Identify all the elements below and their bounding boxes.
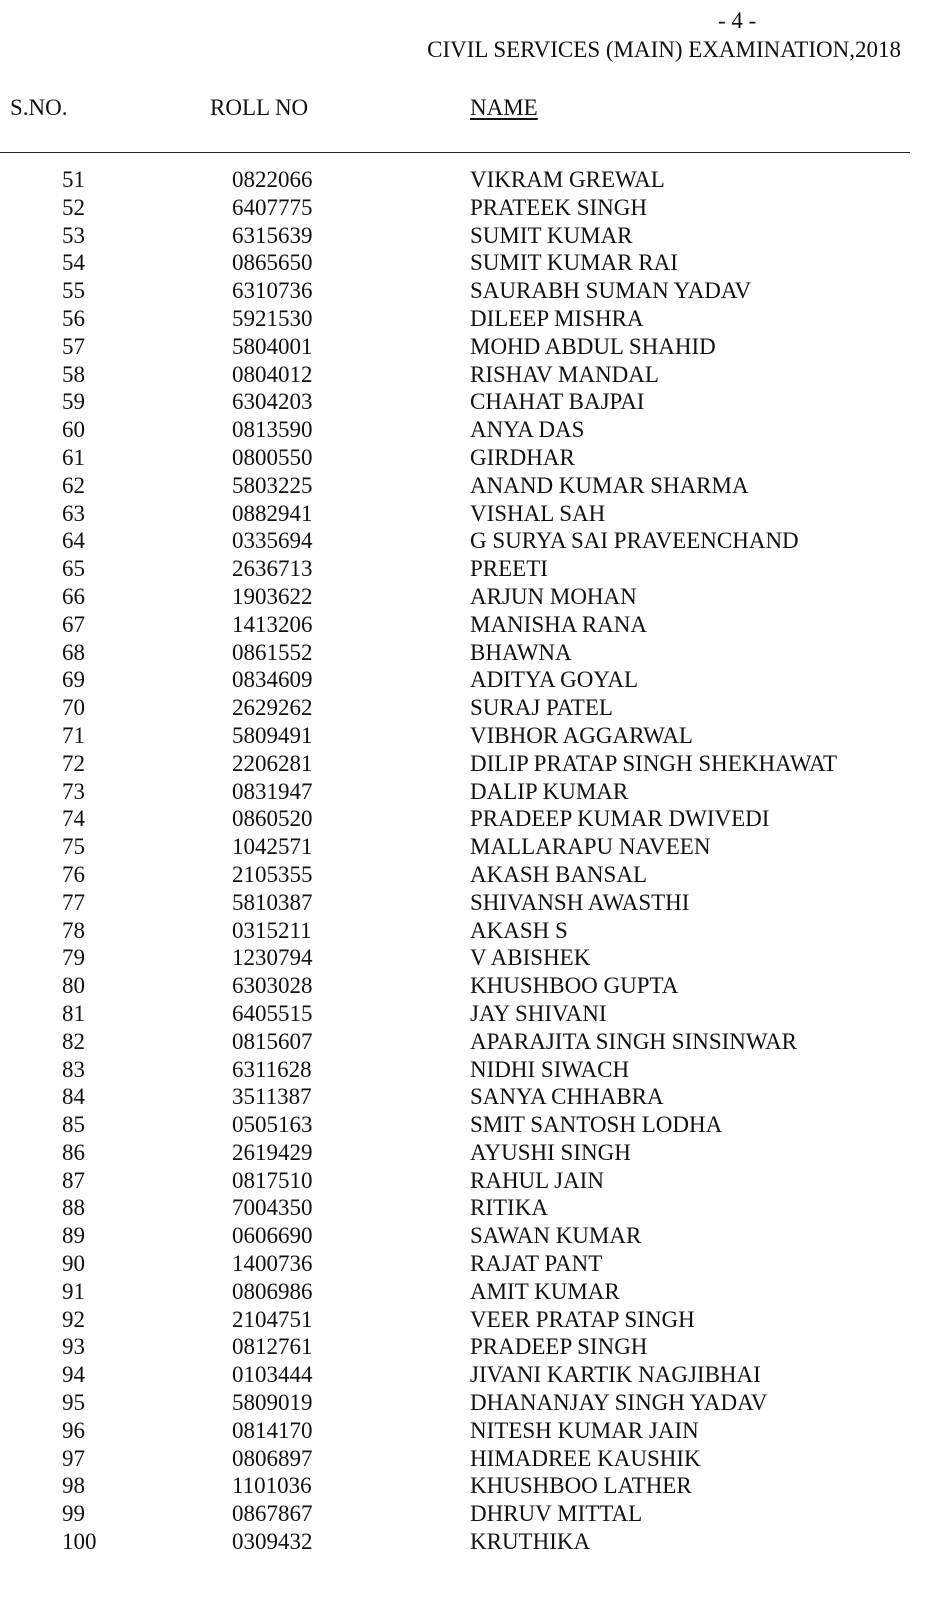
- serial-number: 59: [62, 389, 85, 415]
- serial-number: 96: [62, 1417, 85, 1443]
- serial-number: 73: [62, 778, 85, 804]
- table-row: [0, 249, 931, 277]
- candidate-name: RISHAV MANDAL: [470, 361, 659, 387]
- roll-number: 0867867: [232, 1501, 313, 1527]
- table-row: [0, 555, 931, 583]
- table-row: [0, 277, 931, 305]
- candidate-name: JAY SHIVANI: [470, 1000, 607, 1026]
- roll-number: 0606690: [232, 1223, 313, 1249]
- roll-number: 6310736: [232, 278, 313, 304]
- table-row: [0, 1028, 931, 1056]
- column-header-sno: S.NO.: [10, 95, 68, 120]
- candidate-name: SUMIT KUMAR RAI: [470, 250, 678, 276]
- candidate-name: SHIVANSH AWASTHI: [470, 889, 690, 915]
- roll-number: 5921530: [232, 305, 313, 331]
- roll-number: 2619429: [232, 1139, 313, 1165]
- candidate-name: PRATEEK SINGH: [470, 194, 647, 220]
- serial-number: 71: [62, 722, 85, 748]
- table-row: [0, 166, 931, 194]
- roll-number: 1413206: [232, 611, 313, 637]
- candidate-name: SUMIT KUMAR: [470, 222, 633, 248]
- roll-number: 0335694: [232, 528, 313, 554]
- serial-number: 79: [62, 945, 85, 971]
- table-row: [0, 1361, 931, 1389]
- roll-number: 0834609: [232, 667, 313, 693]
- candidate-name: G SURYA SAI PRAVEENCHAND: [470, 528, 799, 554]
- serial-number: 91: [62, 1278, 85, 1304]
- candidate-name: DALIP KUMAR: [470, 778, 629, 804]
- roll-number: 0309432: [232, 1529, 313, 1555]
- serial-number: 64: [62, 528, 85, 554]
- serial-number: 74: [62, 806, 85, 832]
- roll-number: 2636713: [232, 556, 313, 582]
- table-row: [0, 1056, 931, 1084]
- roll-number: 0865650: [232, 250, 313, 276]
- serial-number: 100: [62, 1529, 97, 1555]
- table-row: [0, 750, 931, 778]
- column-header-name: NAME: [470, 95, 538, 120]
- candidate-name: RITIKA: [470, 1195, 548, 1221]
- candidate-name: PREETI: [470, 556, 548, 582]
- candidate-name: VIBHOR AGGARWAL: [470, 722, 693, 748]
- table-row: [0, 805, 931, 833]
- serial-number: 78: [62, 917, 85, 943]
- roll-number: 0882941: [232, 500, 313, 526]
- candidate-name: HIMADREE KAUSHIK: [470, 1445, 701, 1471]
- candidate-name: BHAWNA: [470, 639, 572, 665]
- serial-number: 99: [62, 1501, 85, 1527]
- candidate-name: DILEEP MISHRA: [470, 305, 644, 331]
- table-row: [0, 527, 931, 555]
- table-row: [0, 639, 931, 667]
- table-row: [0, 833, 931, 861]
- candidate-name: APARAJITA SINGH SINSINWAR: [470, 1028, 798, 1054]
- candidate-name: VEER PRATAP SINGH: [470, 1306, 695, 1332]
- table-row: [0, 611, 931, 639]
- candidate-name: DHRUV MITTAL: [470, 1501, 643, 1527]
- table-row: [0, 917, 931, 945]
- candidate-name: AMIT KUMAR: [470, 1278, 620, 1304]
- candidate-name: MANISHA RANA: [470, 611, 647, 637]
- table-row: [0, 1333, 931, 1361]
- table-row: [0, 1417, 931, 1445]
- roll-number: 0822066: [232, 167, 313, 192]
- table-row: [0, 1500, 931, 1528]
- roll-number: 6303028: [232, 973, 313, 999]
- serial-number: 63: [62, 500, 85, 526]
- roll-number: 0804012: [232, 361, 313, 387]
- roll-number: 0800550: [232, 444, 313, 470]
- candidate-name: SAWAN KUMAR: [470, 1223, 642, 1249]
- serial-number: 57: [62, 333, 85, 359]
- serial-number: 60: [62, 417, 85, 443]
- serial-number: 93: [62, 1334, 85, 1360]
- results-list: [0, 166, 931, 1556]
- table-row: [0, 222, 931, 250]
- serial-number: 62: [62, 472, 85, 498]
- roll-number: 0505163: [232, 1112, 313, 1138]
- serial-number: 80: [62, 973, 85, 999]
- roll-number: 0806986: [232, 1278, 313, 1304]
- table-row: [0, 1111, 931, 1139]
- roll-number: 0812761: [232, 1334, 313, 1360]
- serial-number: 95: [62, 1390, 85, 1416]
- table-row: [0, 305, 931, 333]
- candidate-name: NIDHI SIWACH: [470, 1056, 630, 1082]
- table-row: [0, 1250, 931, 1278]
- serial-number: 84: [62, 1084, 85, 1110]
- roll-number: 6407775: [232, 194, 313, 220]
- roll-number: 0806897: [232, 1445, 313, 1471]
- roll-number: 0814170: [232, 1417, 313, 1443]
- roll-number: 7004350: [232, 1195, 313, 1221]
- candidate-name: KHUSHBOO GUPTA: [470, 973, 679, 999]
- table-row: [0, 722, 931, 750]
- candidate-name: CHAHAT BAJPAI: [470, 389, 645, 415]
- table-row: [0, 583, 931, 611]
- serial-number: 98: [62, 1473, 85, 1499]
- serial-number: 83: [62, 1056, 85, 1082]
- serial-number: 81: [62, 1000, 85, 1026]
- roll-number: 1042571: [232, 834, 313, 860]
- roll-number: 6304203: [232, 389, 313, 415]
- serial-number: 88: [62, 1195, 85, 1221]
- table-row: [0, 1083, 931, 1111]
- table-row: [0, 333, 931, 361]
- serial-number: 94: [62, 1362, 85, 1388]
- serial-number: 92: [62, 1306, 85, 1332]
- candidate-name: KHUSHBOO LATHER: [470, 1473, 692, 1499]
- roll-number: 0103444: [232, 1362, 313, 1388]
- roll-number: 1400736: [232, 1251, 313, 1277]
- table-row: [0, 1306, 931, 1334]
- candidate-name: PRADEEP SINGH: [470, 1334, 648, 1360]
- table-row: [0, 194, 931, 222]
- roll-number: 6405515: [232, 1000, 313, 1026]
- table-row: [0, 472, 931, 500]
- table-row: [0, 388, 931, 416]
- roll-number: 2206281: [232, 750, 313, 776]
- roll-number: 0861552: [232, 639, 313, 665]
- candidate-name: PRADEEP KUMAR DWIVEDI: [470, 806, 770, 832]
- roll-number: 5810387: [232, 889, 313, 915]
- roll-number: 0315211: [232, 917, 312, 943]
- candidate-name: VIKRAM GREWAL: [470, 167, 665, 192]
- table-row: [0, 694, 931, 722]
- candidate-name: ANAND KUMAR SHARMA: [470, 472, 749, 498]
- serial-number: 61: [62, 444, 85, 470]
- candidate-name: AKASH S: [470, 917, 568, 943]
- candidate-name: V ABISHEK: [470, 945, 591, 971]
- table-row: [0, 1139, 931, 1167]
- candidate-name: ADITYA GOYAL: [470, 667, 639, 693]
- candidate-name: GIRDHAR: [470, 444, 575, 470]
- candidate-name: NITESH KUMAR JAIN: [470, 1417, 699, 1443]
- candidate-name: SANYA CHHABRA: [470, 1084, 664, 1110]
- serial-number: 66: [62, 583, 85, 609]
- candidate-name: ANYA DAS: [470, 417, 585, 443]
- table-row: [0, 1445, 931, 1473]
- table-row: [0, 1167, 931, 1195]
- roll-number: 0817510: [232, 1167, 313, 1193]
- serial-number: 82: [62, 1028, 85, 1054]
- roll-number: 5803225: [232, 472, 313, 498]
- roll-number: 5809491: [232, 722, 313, 748]
- serial-number: 86: [62, 1139, 85, 1165]
- roll-number: 6315639: [232, 222, 313, 248]
- candidate-name: AYUSHI SINGH: [470, 1139, 631, 1165]
- table-row: [0, 1472, 931, 1500]
- serial-number: 76: [62, 861, 85, 887]
- serial-number: 72: [62, 750, 85, 776]
- table-row: [0, 361, 931, 389]
- roll-number: 0831947: [232, 778, 313, 804]
- roll-number: 0860520: [232, 806, 313, 832]
- candidate-name: JIVANI KARTIK NAGJIBHAI: [470, 1362, 761, 1388]
- serial-number: 70: [62, 695, 85, 721]
- candidate-name: RAHUL JAIN: [470, 1167, 604, 1193]
- column-header-roll-no: ROLL NO: [210, 95, 309, 120]
- candidate-name: MOHD ABDUL SHAHID: [470, 333, 716, 359]
- table-row: [0, 500, 931, 528]
- candidate-name: SURAJ PATEL: [470, 695, 613, 721]
- candidate-name: DHANANJAY SINGH YADAV: [470, 1390, 768, 1416]
- table-row: [0, 444, 931, 472]
- candidate-name: ARJUN MOHAN: [470, 583, 637, 609]
- roll-number: 2105355: [232, 861, 313, 887]
- serial-number: 85: [62, 1112, 85, 1138]
- serial-number: 51: [62, 167, 85, 192]
- candidate-name: RAJAT PANT: [470, 1251, 603, 1277]
- roll-number: 1230794: [232, 945, 313, 971]
- serial-number: 90: [62, 1251, 85, 1277]
- candidate-name: MALLARAPU NAVEEN: [470, 834, 711, 860]
- serial-number: 65: [62, 556, 85, 582]
- roll-number: 5809019: [232, 1390, 313, 1416]
- table-row: [0, 1000, 931, 1028]
- roll-number: 3511387: [232, 1084, 312, 1110]
- serial-number: 56: [62, 305, 85, 331]
- candidate-name: SMIT SANTOSH LODHA: [470, 1112, 723, 1138]
- page-number: - 4 -: [718, 8, 757, 33]
- roll-number: 0813590: [232, 417, 313, 443]
- candidate-name: KRUTHIKA: [470, 1529, 591, 1555]
- serial-number: 77: [62, 889, 85, 915]
- roll-number: 2629262: [232, 695, 313, 721]
- candidate-name: VISHAL SAH: [470, 500, 606, 526]
- serial-number: 89: [62, 1223, 85, 1249]
- table-row: [0, 972, 931, 1000]
- serial-number: 53: [62, 222, 85, 248]
- table-row: [0, 889, 931, 917]
- table-row: [0, 778, 931, 806]
- roll-number: 2104751: [232, 1306, 313, 1332]
- exam-title: CIVIL SERVICES (MAIN) EXAMINATION,2018: [427, 37, 901, 62]
- table-row: [0, 416, 931, 444]
- table-row: [0, 1194, 931, 1222]
- candidate-name: SAURABH SUMAN YADAV: [470, 278, 752, 304]
- roll-number: 6311628: [232, 1056, 312, 1082]
- serial-number: 54: [62, 250, 85, 276]
- serial-number: 55: [62, 278, 85, 304]
- candidate-name: AKASH BANSAL: [470, 861, 647, 887]
- serial-number: 68: [62, 639, 85, 665]
- serial-number: 69: [62, 667, 85, 693]
- roll-number: 0815607: [232, 1028, 313, 1054]
- table-row: [0, 666, 931, 694]
- header-divider: [0, 152, 910, 153]
- serial-number: 97: [62, 1445, 85, 1471]
- serial-number: 58: [62, 361, 85, 387]
- roll-number: 1101036: [232, 1473, 312, 1499]
- serial-number: 67: [62, 611, 85, 637]
- table-row: [0, 1278, 931, 1306]
- serial-number: 52: [62, 194, 85, 220]
- roll-number: 1903622: [232, 583, 313, 609]
- table-row: [0, 944, 931, 972]
- serial-number: 75: [62, 834, 85, 860]
- table-row: [0, 861, 931, 889]
- table-row: [0, 1222, 931, 1250]
- roll-number: 5804001: [232, 333, 313, 359]
- table-row: [0, 1528, 931, 1556]
- serial-number: 87: [62, 1167, 85, 1193]
- candidate-name: DILIP PRATAP SINGH SHEKHAWAT: [470, 750, 838, 776]
- table-row: [0, 1389, 931, 1417]
